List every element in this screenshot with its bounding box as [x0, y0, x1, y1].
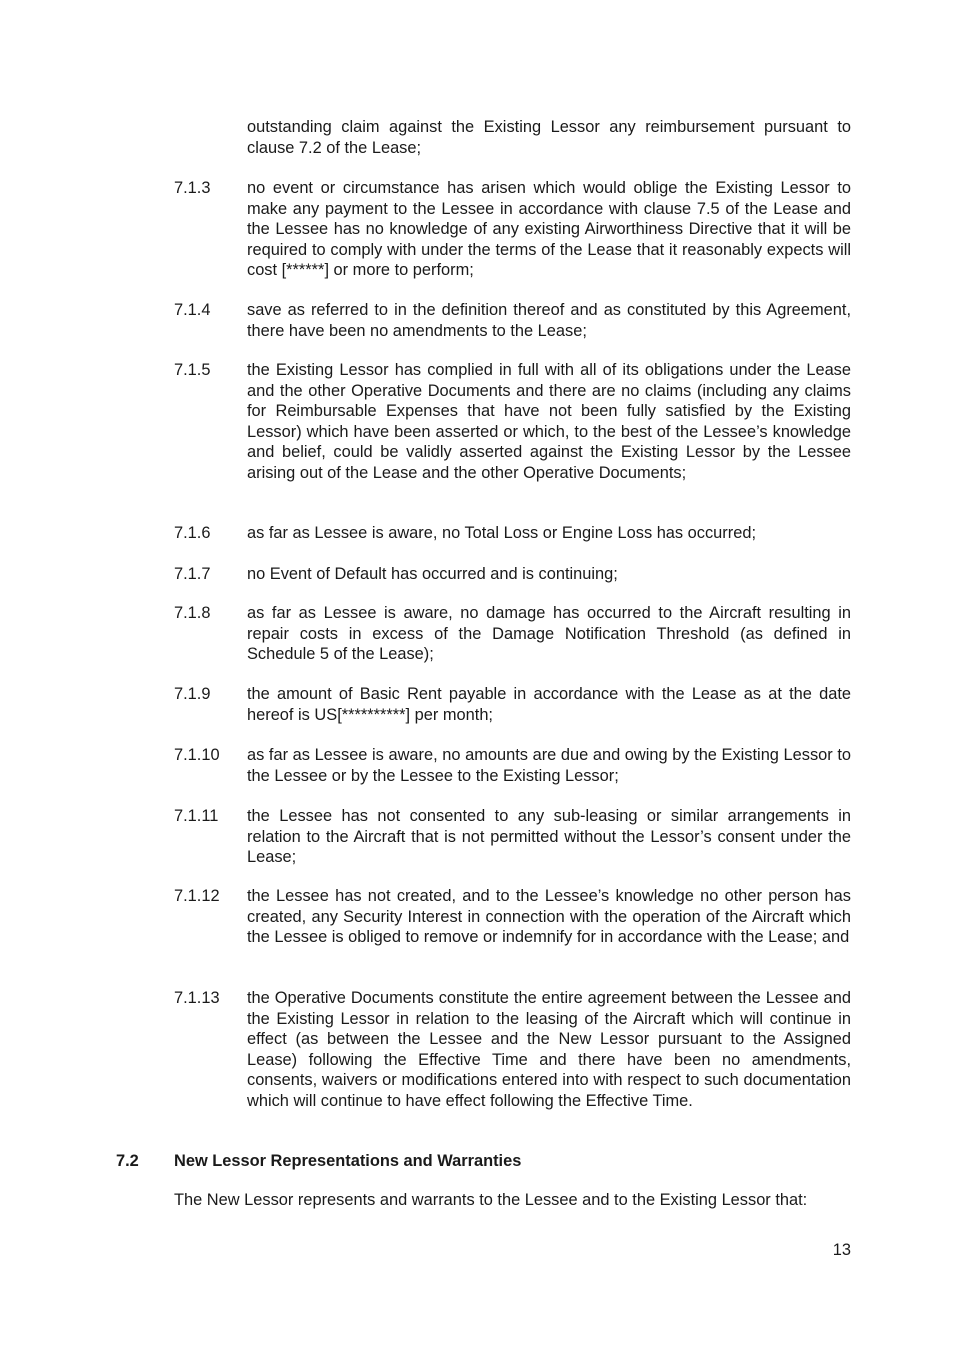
section-intro-paragraph: The New Lessor represents and warrants to the Lessee and to the Existing Lessor that:: [174, 1191, 808, 1209]
clause-number: 7.1.11: [174, 807, 219, 825]
clause-text: the Lessee has not consented to any sub-leasing or similar arrangements in relation to the Aircraft that is not permitted without the Lessor’s consent under the Lease;: [247, 807, 851, 866]
clause-text: no event or circumstance has arisen which would oblige the Existing Lessor to make any payment to the Lessee in accordance with clause 7.5 of the Lease and the Lessee has no knowledge of any existing Airworthiness Directive that it will be required to comply with under the terms of the Lease that it reasonably expects will cost [******] or more to perform;: [247, 179, 851, 279]
clause-7-1-13: [174, 988, 851, 1111]
clause-7-1-6: [174, 523, 851, 544]
clause-number: 7.1.8: [174, 604, 211, 622]
clause-number: 7.1.4: [174, 301, 211, 319]
clause-7-1-7: [174, 564, 851, 585]
page-number: 13: [832, 1241, 851, 1259]
section-title: New Lessor Representations and Warranties: [174, 1152, 522, 1170]
clause-number: 7.1.9: [174, 685, 211, 703]
clause-7-1-5: [174, 360, 851, 483]
clause-number: 7.1.6: [174, 524, 211, 542]
clause-7-1-11: [174, 806, 851, 868]
clause-number: 7.1.12: [174, 887, 220, 905]
clause-text: the amount of Basic Rent payable in accordance with the Lease as at the date hereof is US[**********] per month;: [247, 685, 851, 724]
clause-text: the Operative Documents constitute the entire agreement between the Lessee and the Existing Lessor in relation to the leasing of the Aircraft which will continue in effect (as between the Lessee and the New Lessor pursuant to the Assigned Lease) following the Effective Time and there have been no amendments, consents, waivers or modifications entered into with respect to such documentation which will continue to have effect following the Effective Time.: [247, 989, 851, 1110]
clause-number: 7.1.10: [174, 746, 220, 764]
clause-number: 7.1.13: [174, 989, 220, 1007]
clause-7-1-9: [174, 684, 851, 725]
clause-7-1-12: [174, 886, 851, 948]
clause-text: no Event of Default has occurred and is continuing;: [247, 565, 618, 583]
clause-7-1-10: [174, 745, 851, 786]
section-number: 7.2: [116, 1152, 139, 1170]
clause-7-1-8: [174, 603, 851, 665]
clause-text: the Existing Lessor has complied in full with all of its obligations under the Lease and the other Operative Documents and there are no claims (including any claims for Reimbursable Expenses that have not been fully satisfied by the Existing Lessor) which have been asserted or which, to the best of the Lessee’s knowledge and belief, could be validly asserted against the Existing Lessor by the Lessee arising out of the Lease and the other Operative Documents;: [247, 361, 851, 482]
continuation-paragraph: outstanding claim against the Existing Lessor any reimbursement pursuant to clause 7.2 of the Lease;: [247, 118, 851, 157]
clause-number: 7.1.3: [174, 179, 211, 197]
clause-text: the Lessee has not created, and to the Lessee’s knowledge no other person has created, any Security Interest in connection with the operation of the Aircraft which the Lessee is obliged to remove or indemnify for in accordance with the Lease; and: [247, 887, 851, 946]
clause-number: 7.1.7: [174, 565, 211, 583]
clause-7-1-3: [174, 178, 851, 281]
clause-text: as far as Lessee is aware, no Total Loss or Engine Loss has occurred;: [247, 524, 756, 542]
clause-text: as far as Lessee is aware, no damage has occurred to the Aircraft resulting in repair costs in excess of the Damage Notification Threshold (as defined in Schedule 5 of the Lease);: [247, 604, 851, 663]
clause-7-1-4: [174, 300, 851, 341]
clause-number: 7.1.5: [174, 361, 211, 379]
clause-text: save as referred to in the definition thereof and as constituted by this Agreement, there have been no amendments to the Lease;: [247, 301, 851, 340]
clause-text: as far as Lessee is aware, no amounts are due and owing by the Existing Lessor to the Lessee or by the Lessee to the Existing Lessor;: [247, 746, 851, 785]
